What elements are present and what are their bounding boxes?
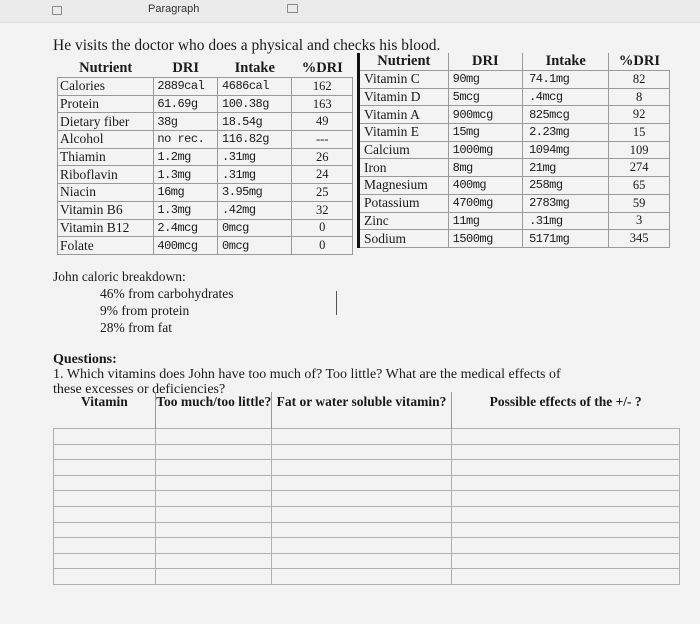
answer-cell[interactable] bbox=[451, 506, 679, 522]
table-cell[interactable]: Riboflavin bbox=[58, 166, 154, 184]
table-cell[interactable]: .31mg bbox=[218, 166, 292, 184]
answer-row bbox=[54, 475, 680, 491]
table-cell[interactable]: 32 bbox=[292, 201, 353, 219]
answer-cell[interactable] bbox=[272, 538, 452, 554]
answer-row bbox=[54, 506, 680, 522]
table-cell[interactable]: .42mg bbox=[218, 201, 292, 219]
answer-column-header: Possible effects of the +/- ? bbox=[489, 394, 642, 409]
table-cell[interactable]: 2.4mcg bbox=[154, 219, 218, 237]
table-header-row bbox=[58, 59, 353, 78]
table-cell[interactable]: 21mg bbox=[523, 159, 609, 177]
answer-column-header: Fat or water soluble vitamin? bbox=[272, 392, 452, 429]
table-cell[interactable]: Niacin bbox=[58, 184, 154, 202]
answer-cell[interactable] bbox=[54, 522, 156, 538]
answer-row bbox=[54, 569, 680, 585]
table-cell[interactable]: Zinc bbox=[359, 212, 449, 230]
table-cell[interactable]: 4700mg bbox=[448, 194, 522, 212]
caloric-line-protein: 9% from protein bbox=[100, 303, 190, 318]
answer-row bbox=[54, 538, 680, 554]
answer-cell[interactable] bbox=[451, 538, 679, 554]
table-cell[interactable]: 1.2mg bbox=[154, 148, 218, 166]
answer-row bbox=[54, 429, 680, 445]
table-cell[interactable]: 2.23mg bbox=[523, 124, 609, 142]
answer-cell[interactable] bbox=[272, 475, 452, 491]
answer-cell[interactable] bbox=[156, 429, 272, 445]
table-cell[interactable]: Calcium bbox=[359, 141, 449, 159]
table-cell[interactable]: 65 bbox=[609, 177, 670, 195]
table-row bbox=[359, 106, 670, 124]
table-cell[interactable]: 18.54g bbox=[218, 113, 292, 131]
answer-cell[interactable] bbox=[272, 553, 452, 569]
answer-cell[interactable] bbox=[451, 491, 679, 507]
table-cell[interactable]: 16mg bbox=[154, 184, 218, 202]
caloric-heading: John caloric breakdown: bbox=[53, 269, 186, 284]
answer-cell[interactable] bbox=[272, 506, 452, 522]
table-cell[interactable]: 345 bbox=[609, 230, 670, 248]
table-cell[interactable]: 92 bbox=[609, 106, 670, 124]
column-header-nutrient: Nutrient bbox=[359, 53, 449, 71]
table-row bbox=[58, 113, 353, 131]
table-row bbox=[58, 148, 353, 166]
table-cell[interactable]: 1500mg bbox=[448, 230, 522, 248]
answer-cell[interactable] bbox=[156, 506, 272, 522]
table-cell[interactable]: Potassium bbox=[359, 194, 449, 212]
answer-table bbox=[53, 392, 680, 585]
table-cell[interactable]: 38g bbox=[154, 113, 218, 131]
table-cell[interactable]: 3.95mg bbox=[218, 184, 292, 202]
table-cell[interactable]: 82 bbox=[609, 71, 670, 89]
table-cell[interactable]: 59 bbox=[609, 194, 670, 212]
table-cell[interactable]: Iron bbox=[359, 159, 449, 177]
table-cell[interactable]: Alcohol bbox=[58, 131, 154, 149]
nutrient-table-right bbox=[357, 53, 670, 248]
answer-cell[interactable] bbox=[54, 429, 156, 445]
table-cell[interactable]: 109 bbox=[609, 141, 670, 159]
table-cell[interactable]: 15 bbox=[609, 124, 670, 142]
table-row bbox=[58, 131, 353, 149]
table-row bbox=[359, 71, 670, 89]
answer-cell[interactable] bbox=[451, 522, 679, 538]
answer-cell[interactable] bbox=[156, 569, 272, 585]
table-cell[interactable]: 1000mg bbox=[448, 141, 522, 159]
table-row bbox=[58, 95, 353, 113]
table-cell[interactable]: Thiamin bbox=[58, 148, 154, 166]
answer-cell[interactable] bbox=[54, 506, 156, 522]
table-cell[interactable]: 26 bbox=[292, 148, 353, 166]
table-row bbox=[359, 194, 670, 212]
answer-cell[interactable] bbox=[451, 444, 679, 460]
table-row bbox=[359, 88, 670, 106]
table-cell[interactable]: 0 bbox=[292, 219, 353, 237]
table-cell[interactable]: 25 bbox=[292, 184, 353, 202]
table-cell[interactable]: 5mcg bbox=[448, 88, 522, 106]
table-cell[interactable]: 49 bbox=[292, 113, 353, 131]
table-cell[interactable]: 274 bbox=[609, 159, 670, 177]
table-cell[interactable]: .31mg bbox=[523, 212, 609, 230]
table-cell[interactable]: 15mg bbox=[448, 124, 522, 142]
table-cell[interactable]: Sodium bbox=[359, 230, 449, 248]
table-cell[interactable]: 900mcg bbox=[448, 106, 522, 124]
answer-column-header: Vitamin bbox=[54, 392, 156, 429]
intro-sentence: He visits the doctor who does a physical and checks his blood. bbox=[53, 37, 441, 54]
answer-table-header bbox=[54, 392, 680, 429]
answer-row bbox=[54, 444, 680, 460]
nutrient-table-left bbox=[57, 59, 353, 255]
questions-section bbox=[53, 352, 561, 397]
table-row bbox=[58, 201, 353, 219]
questions-heading: Questions: bbox=[53, 352, 117, 367]
answer-cell[interactable] bbox=[156, 475, 272, 491]
table-cell[interactable]: Calories bbox=[58, 78, 154, 96]
table-cell[interactable]: 11mg bbox=[448, 212, 522, 230]
table-cell[interactable]: 400mcg bbox=[154, 237, 218, 255]
table-cell[interactable]: 162 bbox=[292, 78, 353, 96]
table-cell[interactable]: Protein bbox=[58, 95, 154, 113]
table-row bbox=[359, 141, 670, 159]
text-cursor bbox=[336, 291, 337, 315]
table-row bbox=[58, 237, 353, 255]
answer-cell[interactable] bbox=[156, 538, 272, 554]
answer-cell[interactable] bbox=[451, 553, 679, 569]
table-row bbox=[359, 230, 670, 248]
table-cell[interactable]: .4mcg bbox=[523, 88, 609, 106]
answer-cell[interactable] bbox=[272, 444, 452, 460]
caloric-breakdown bbox=[53, 268, 233, 336]
answer-cell[interactable] bbox=[451, 475, 679, 491]
answer-cell[interactable] bbox=[272, 429, 452, 445]
insert-icon[interactable] bbox=[287, 4, 298, 13]
table-cell[interactable]: 1094mg bbox=[523, 141, 609, 159]
table-cell[interactable]: 3 bbox=[609, 212, 670, 230]
document-icon[interactable] bbox=[52, 6, 62, 15]
answer-cell[interactable] bbox=[54, 538, 156, 554]
table-cell[interactable]: Magnesium bbox=[359, 177, 449, 195]
answer-row bbox=[54, 460, 680, 476]
column-header-intake: Intake bbox=[234, 60, 275, 76]
table-cell[interactable]: 0mcg bbox=[218, 237, 292, 255]
answer-cell[interactable] bbox=[54, 460, 156, 476]
table-cell[interactable]: 4686cal bbox=[218, 78, 292, 96]
table-header-row bbox=[359, 53, 670, 71]
table-cell[interactable]: 61.69g bbox=[154, 95, 218, 113]
caloric-line-fat: 28% from fat bbox=[100, 320, 172, 335]
table-cell[interactable]: Vitamin D bbox=[359, 88, 449, 106]
table-cell[interactable]: .31mg bbox=[218, 148, 292, 166]
answer-cell[interactable] bbox=[451, 460, 679, 476]
table-cell[interactable]: 0 bbox=[292, 237, 353, 255]
answer-cell[interactable] bbox=[54, 569, 156, 585]
answer-row bbox=[54, 553, 680, 569]
answer-row bbox=[54, 491, 680, 507]
table-cell[interactable]: 5171mg bbox=[523, 230, 609, 248]
column-header-dri: DRI bbox=[448, 53, 522, 71]
table-cell[interactable]: 2783mg bbox=[523, 194, 609, 212]
caloric-line-carbs: 46% from carbohydrates bbox=[100, 286, 234, 301]
table-row bbox=[359, 124, 670, 142]
question-1-line-1: 1. Which vitamins does John have too much of? Too little? What are the medical effects of bbox=[53, 367, 561, 382]
table-cell[interactable]: 825mcg bbox=[523, 106, 609, 124]
table-cell[interactable]: 24 bbox=[292, 166, 353, 184]
answer-cell[interactable] bbox=[156, 522, 272, 538]
answer-cell[interactable] bbox=[156, 460, 272, 476]
table-cell[interactable]: 8mg bbox=[448, 159, 522, 177]
table-cell[interactable]: Dietary fiber bbox=[58, 113, 154, 131]
table-cell[interactable]: Vitamin B12 bbox=[58, 219, 154, 237]
question-1-line-2: these excesses or deficiencies? bbox=[53, 382, 226, 397]
table-cell[interactable]: Folate bbox=[58, 237, 154, 255]
answer-cell[interactable] bbox=[272, 460, 452, 476]
answer-cell[interactable] bbox=[156, 491, 272, 507]
document-toolbar bbox=[0, 0, 700, 23]
column-header--dri: %DRI bbox=[609, 53, 670, 71]
table-cell[interactable]: 90mg bbox=[448, 71, 522, 89]
table-cell[interactable]: Vitamin A bbox=[359, 106, 449, 124]
table-cell[interactable]: 116.82g bbox=[218, 131, 292, 149]
table-cell[interactable]: 8 bbox=[609, 88, 670, 106]
table-cell[interactable]: Vitamin C bbox=[359, 71, 449, 89]
answer-cell[interactable] bbox=[54, 491, 156, 507]
column-header-intake: Intake bbox=[523, 53, 609, 71]
table-row bbox=[58, 78, 353, 96]
table-cell[interactable]: 163 bbox=[292, 95, 353, 113]
paragraph-style-label[interactable]: Paragraph bbox=[148, 3, 200, 15]
table-cell[interactable]: --- bbox=[292, 131, 353, 149]
answer-column-header: Too much/too little? bbox=[156, 392, 272, 429]
answer-cell[interactable] bbox=[54, 475, 156, 491]
table-cell[interactable]: 1.3mg bbox=[154, 166, 218, 184]
table-row bbox=[58, 184, 353, 202]
answer-cell[interactable] bbox=[156, 444, 272, 460]
table-row bbox=[58, 166, 353, 184]
table-row bbox=[58, 219, 353, 237]
table-cell[interactable]: 100.38g bbox=[218, 95, 292, 113]
table-cell[interactable]: Vitamin B6 bbox=[58, 201, 154, 219]
table-row bbox=[359, 212, 670, 230]
table-cell[interactable]: 400mg bbox=[448, 177, 522, 195]
answer-cell[interactable] bbox=[272, 569, 452, 585]
column-header-nutrient: Nutrient bbox=[79, 60, 133, 76]
answer-cell[interactable] bbox=[451, 569, 679, 585]
table-cell[interactable]: no rec. bbox=[154, 131, 218, 149]
column-header--dri: %DRI bbox=[301, 60, 343, 76]
answer-cell[interactable] bbox=[272, 491, 452, 507]
answer-row bbox=[54, 522, 680, 538]
answer-cell[interactable] bbox=[54, 444, 156, 460]
column-header-dri: DRI bbox=[172, 60, 199, 76]
table-row bbox=[359, 177, 670, 195]
table-cell[interactable]: 0mcg bbox=[218, 219, 292, 237]
table-cell[interactable]: 2889cal bbox=[154, 78, 218, 96]
table-cell[interactable]: 74.1mg bbox=[523, 71, 609, 89]
table-cell[interactable]: 1.3mg bbox=[154, 201, 218, 219]
table-cell[interactable]: 258mg bbox=[523, 177, 609, 195]
table-cell[interactable]: Vitamin E bbox=[359, 124, 449, 142]
answer-cell[interactable] bbox=[54, 553, 156, 569]
answer-cell[interactable] bbox=[272, 522, 452, 538]
answer-cell[interactable] bbox=[451, 429, 679, 445]
answer-cell[interactable] bbox=[156, 553, 272, 569]
table-row bbox=[359, 159, 670, 177]
